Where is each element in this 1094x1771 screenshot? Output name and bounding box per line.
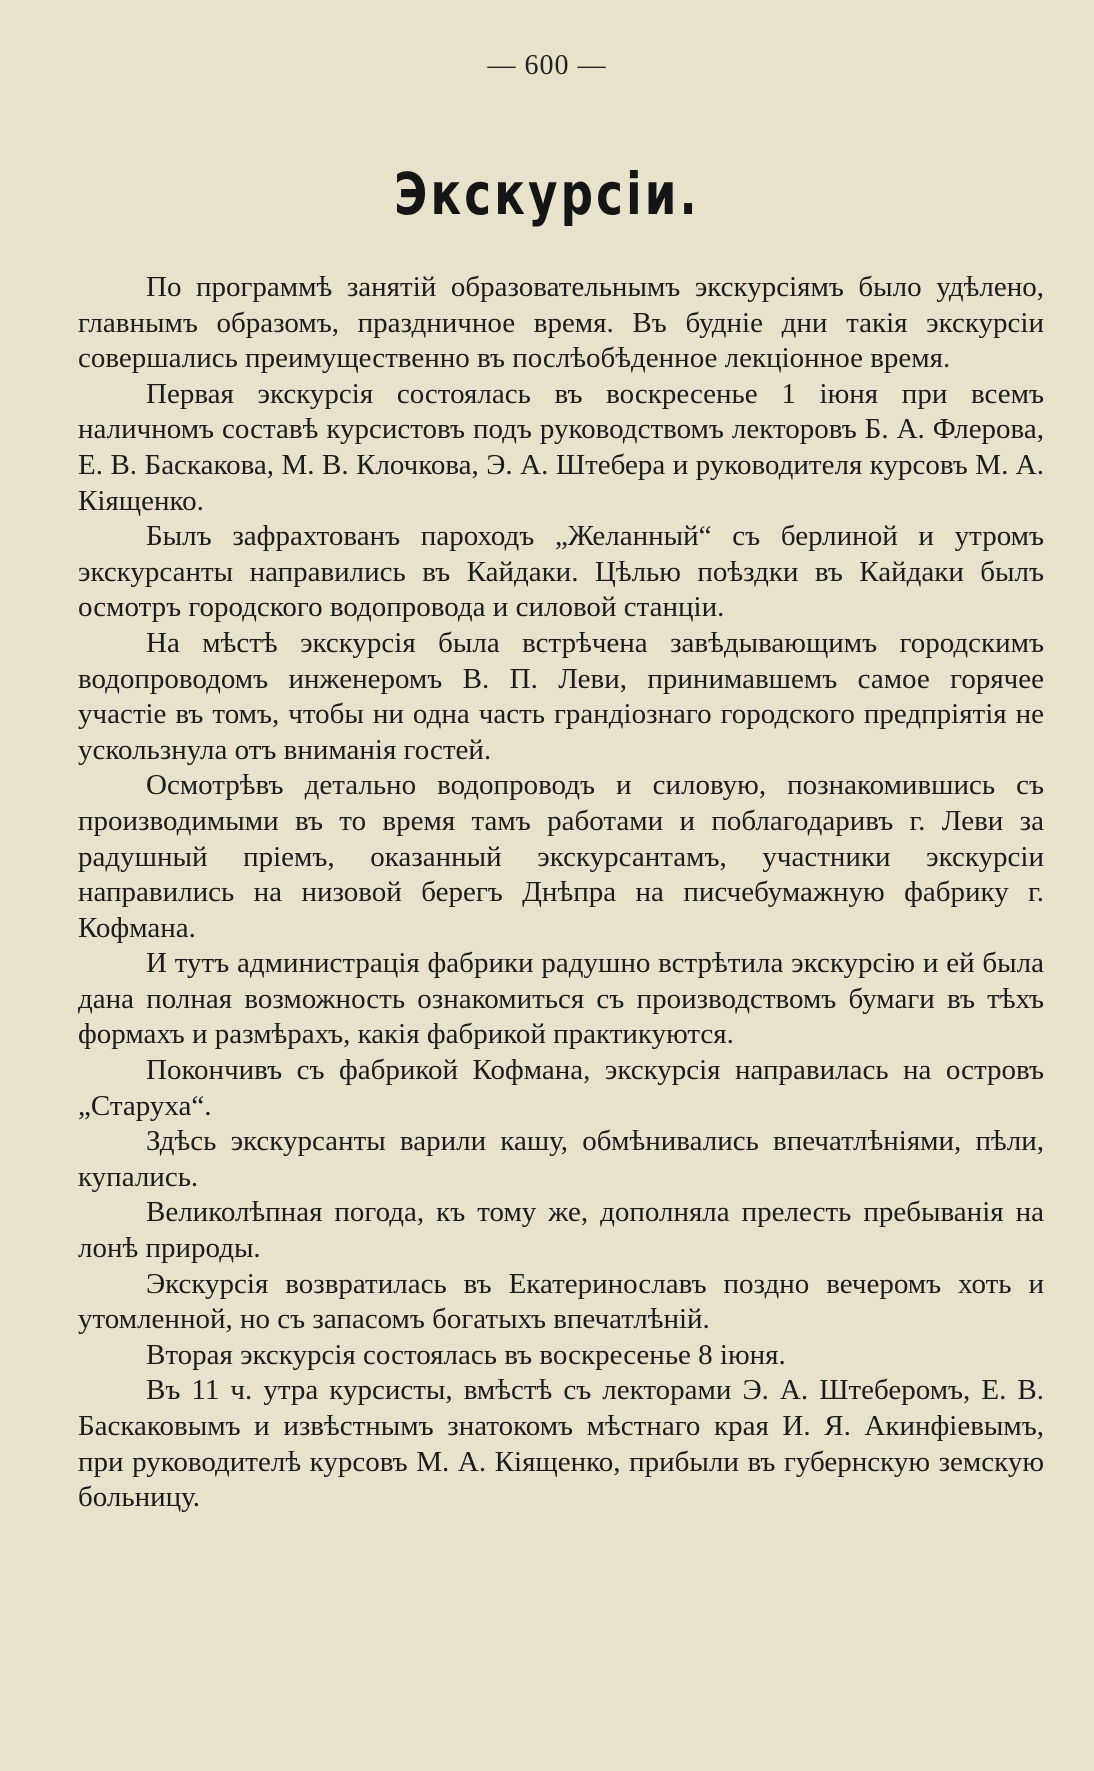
page-number: — 600 — xyxy=(487,50,607,81)
paragraph-4: На мѣстѣ экскурсія была встрѣчена завѣдывающимъ городскимъ водопроводомъ инженеромъ В. П. Леви, принимавшемъ самое горячее участіе въ томъ, чтобы ни одна часть грандіознаго городского предпріятія не ускользнула отъ вниманія гостей. xyxy=(78,626,1044,766)
paragraph-9: Великолѣпная погода, къ тому же, дополняла прелесть пребыванія на лонѣ природы. xyxy=(78,1196,1044,1265)
section-title: Экскурсіи. xyxy=(394,160,700,228)
paragraph-3: Былъ зафрахтованъ пароходъ „Желанный“ съ берлиной и утромъ экскурсанты направились въ Кайдаки. Цѣлью поѣздки въ Кайдаки былъ осмотръ городского водопровода и силовой станціи. xyxy=(78,520,1044,624)
paragraph-10: Экскурсія возвратилась въ Екатеринославъ поздно вечеромъ хоть и утомленной, но съ запасомъ богатыхъ впечатлѣній. xyxy=(78,1267,1044,1336)
body-text xyxy=(78,270,1044,1516)
paragraph-11: Вторая экскурсія состоялась въ воскресенье 8 іюня. xyxy=(146,1338,786,1371)
paragraph-2: Первая экскурсія состоялась въ воскресенье 1 іюня при всемъ наличномъ составѣ курсистовъ подъ руководствомъ лекторовъ Б. А. Флерова, Е. В. Баскакова, М. В. Клочкова, Э. А. Штебера и руководителя курсовъ М. А. Кіященко. xyxy=(78,377,1044,517)
paragraph-12: Въ 11 ч. утра курсисты, вмѣстѣ съ лекторами Э. А. Штеберомъ, Е. В. Баскаковымъ и извѣстнымъ знатокомъ мѣстнаго края И. Я. Акинфіевымъ, при руководителѣ курсовъ М. А. Кіященко, прибыли въ губернскую земскую больницу. xyxy=(78,1374,1044,1514)
paragraph-1: По программѣ занятій образовательнымъ экскурсіямъ было удѣлено, главнымъ образомъ, праздничное время. Въ будніе дни такія экскурсіи совершались преимущественно въ послѣобѣденное лекціонное время. xyxy=(78,271,1044,375)
paragraph-8: Здѣсь экскурсанты варили кашу, обмѣнивались впечатлѣніями, пѣли, купались. xyxy=(78,1125,1044,1193)
paragraph-6: И тутъ администрація фабрики радушно встрѣтила экскурсію и ей была дана полная возможность ознакомиться съ производствомъ бумаги въ тѣхъ формахъ и размѣрахъ, какія фабрикой практикуются. xyxy=(78,947,1044,1051)
paragraph-5: Осмотрѣвъ детально водопроводъ и силовую, познакомившись съ производимыми въ то время тамъ работами и поблагодаривъ г. Леви за радушный пріемъ, оказанный экскурсантамъ, участники экскурсіи направились на низовой берегъ Днѣпра на писчебумажную фабрику г. Кофмана. xyxy=(78,769,1044,944)
paragraph-7: Покончивъ съ фабрикой Кофмана, экскурсія направилась на островъ „Старуха“. xyxy=(78,1054,1044,1122)
